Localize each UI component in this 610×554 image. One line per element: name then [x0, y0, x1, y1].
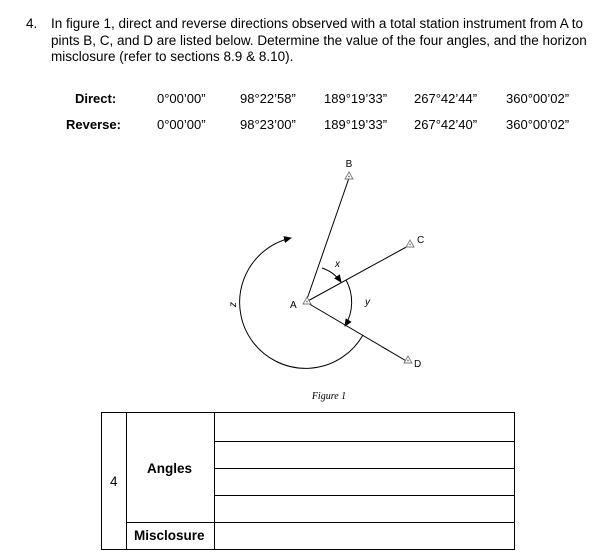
direct-value-2: 98°22’58”: [240, 91, 296, 106]
reverse-value-1: 0°00’00”: [157, 117, 206, 132]
direct-label: Direct:: [75, 91, 117, 106]
figure-caption: Figure 1: [311, 391, 347, 402]
reverse-value-2: 98°23’00”: [240, 117, 296, 132]
answer-table: [101, 412, 515, 550]
reverse-value-5: 360°00’02”: [506, 117, 570, 132]
line-a-to-b: [306, 178, 349, 302]
question-number: 4.: [26, 16, 38, 31]
station-b-triangle: [345, 172, 353, 179]
direct-value-4: 267°42’44”: [414, 91, 478, 106]
direct-value-3: 189°19’33”: [324, 91, 388, 106]
reverse-label: Reverse:: [66, 117, 121, 132]
label-c: C: [417, 235, 425, 246]
question-text: In figure 1, direct and reverse directions observed with a total station instrument from A to pints B, C, and D are listed below. Determine the value of the four angles, and the horizon misclosure (refer to sections 8.9 & 8.10).: [51, 16, 587, 64]
label-y: y: [365, 297, 370, 308]
arc-angle-y: [345, 280, 352, 326]
line-a-to-c: [306, 245, 410, 302]
angles-label: Angles: [147, 461, 193, 476]
misclosure-answer-cell[interactable]: [214, 522, 515, 550]
angle-answer-cell-3[interactable]: [214, 469, 515, 496]
station-d-triangle: [404, 356, 412, 363]
misclosure-label: Misclosure: [134, 528, 205, 543]
label-z: z: [228, 302, 239, 307]
line-a-to-d: [306, 302, 408, 362]
label-d: D: [414, 359, 422, 370]
arc-angle-z: [240, 238, 363, 368]
angle-answer-cell-2[interactable]: [214, 441, 515, 469]
label-a: A: [290, 300, 297, 311]
direct-value-1: 0°00’00”: [157, 91, 206, 106]
direct-value-5: 360°00’02”: [506, 91, 570, 106]
label-x: x: [335, 259, 340, 270]
station-c-triangle: [406, 240, 414, 247]
reverse-value-3: 189°19’33”: [324, 117, 388, 132]
station-a-triangle: [303, 297, 311, 304]
arc-angle-x: [322, 268, 341, 282]
reverse-value-4: 267°42’40”: [414, 117, 478, 132]
angle-answer-cell-4[interactable]: [214, 496, 515, 523]
angle-answer-cell-1[interactable]: [214, 412, 515, 442]
label-b: B: [345, 159, 353, 170]
figure-1-diagram: [215, 150, 455, 410]
table-row-number: 4: [110, 474, 118, 489]
